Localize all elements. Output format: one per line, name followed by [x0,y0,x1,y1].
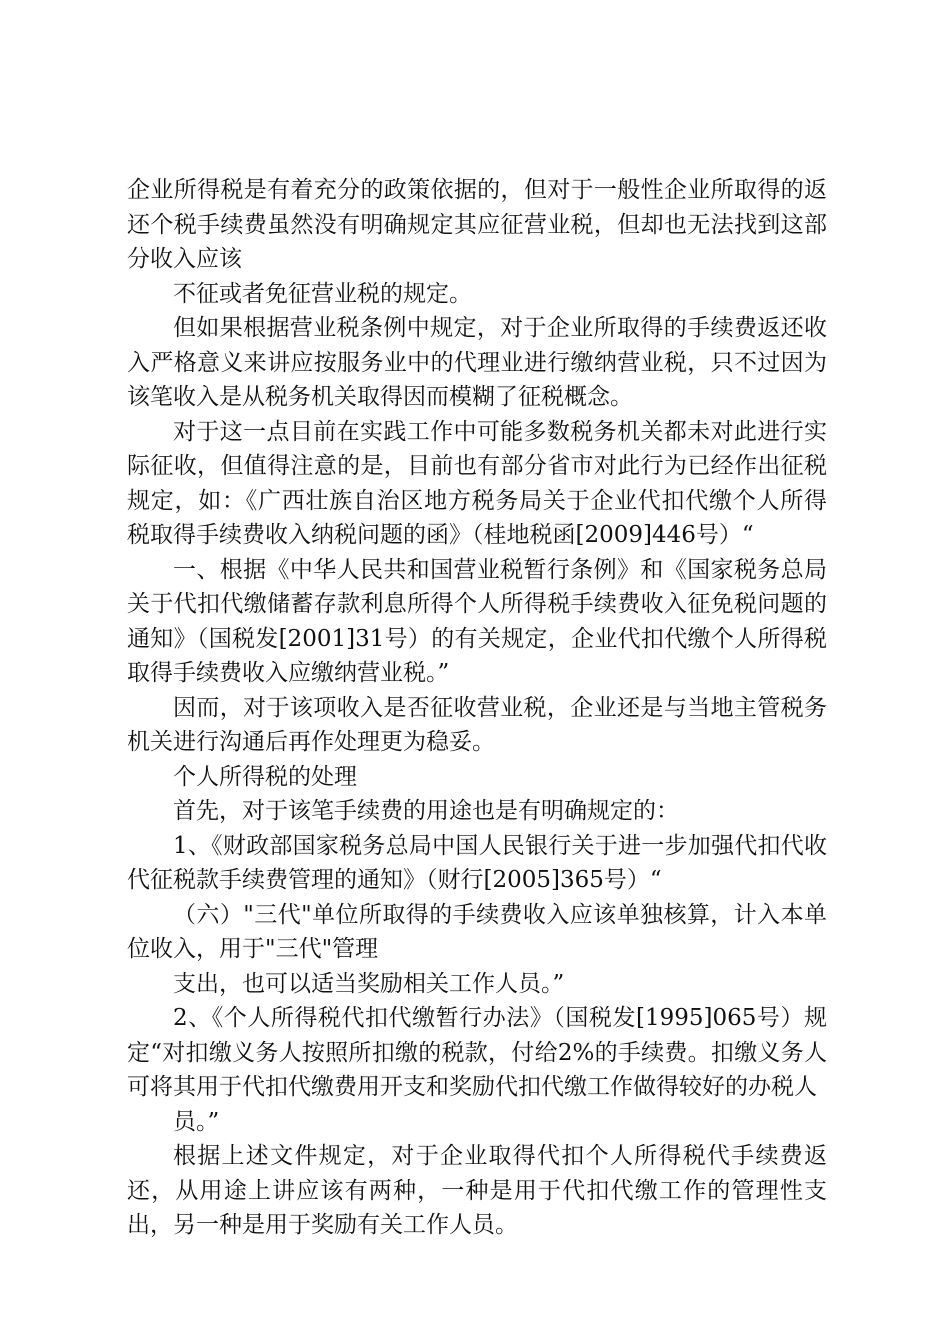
paragraph: 2、《个人所得税代扣代缴暂行办法》（国税发[1995]065号）规定“对扣缴义务人按照所扣缴的税款，付给2%的手续费。扣缴义务人可将其用于代扣代缴费用开支和奖励代扣代缴工作做得较好的办税人 [127,1005,827,1100]
paragraph: 因而，对于该项收入是否征收营业税，企业还是与当地主管税务机关进行沟通后再作处理更为稳妥。 [127,694,827,755]
paragraph: 不征或者免征营业税的规定。 [173,280,472,307]
paragraph: 首先，对于该笔手续费的用途也是有明确规定的： [173,798,679,824]
paragraph: 对于这一点目前在实践工作中可能多数税务机关都未对此进行实际征收，但值得注意的是，目前也有部分省市对此行为已经作出征税规定，如：《广西壮族自治区地方税务局关于企业代扣代缴个人所得税取得手续费收入纳税问题的函》（桂地税函[2009]446号）“ [127,418,827,548]
paragraph: （六）"三代"单位所取得的手续费收入应该单独核算，计入本单位收入，用于"三代"管理 [127,901,827,962]
paragraph: 但如果根据营业税条例中规定，对于企业所取得的手续费返还收入严格意义来讲应按服务业中的代理业进行缴纳营业税，只不过因为该笔收入是从税务机关取得因而模糊了征税概念。 [127,315,827,410]
paragraph: 支出，也可以适当奖励相关工作人员。” [173,970,565,997]
paragraph: 根据上述文件规定，对于企业取得代扣个人所得税代手续费返还，从用途上讲应该有两种，一种是用于代扣代缴工作的管理性支出，另一种是用于奖励有关工作人员。 [127,1143,827,1238]
document-body [127,173,827,1243]
section-heading: 个人所得税的处理 [173,763,357,790]
paragraph: 一、根据《中华人民共和国营业税暂行条例》和《国家税务总局关于代扣代缴储蓄存款利息所得个人所得税手续费收入征免税问题的通知》（国税发[2001]31号）的有关规定，企业代扣代缴个人所得税取得手续费收入应缴纳营业税。” [127,556,827,686]
paragraph: 企业所得税是有着充分的政策依据的，但对于一般性企业所取得的返还个税手续费虽然没有明确规定其应征营业税，但却也无法找到这部分收入应该 [127,177,827,272]
paragraph: 1、《财政部国家税务总局中国人民银行关于进一步加强代扣代收代征税款手续费管理的通知》（财行[2005]365号）“ [127,832,827,893]
paragraph: 员。” [173,1108,220,1135]
